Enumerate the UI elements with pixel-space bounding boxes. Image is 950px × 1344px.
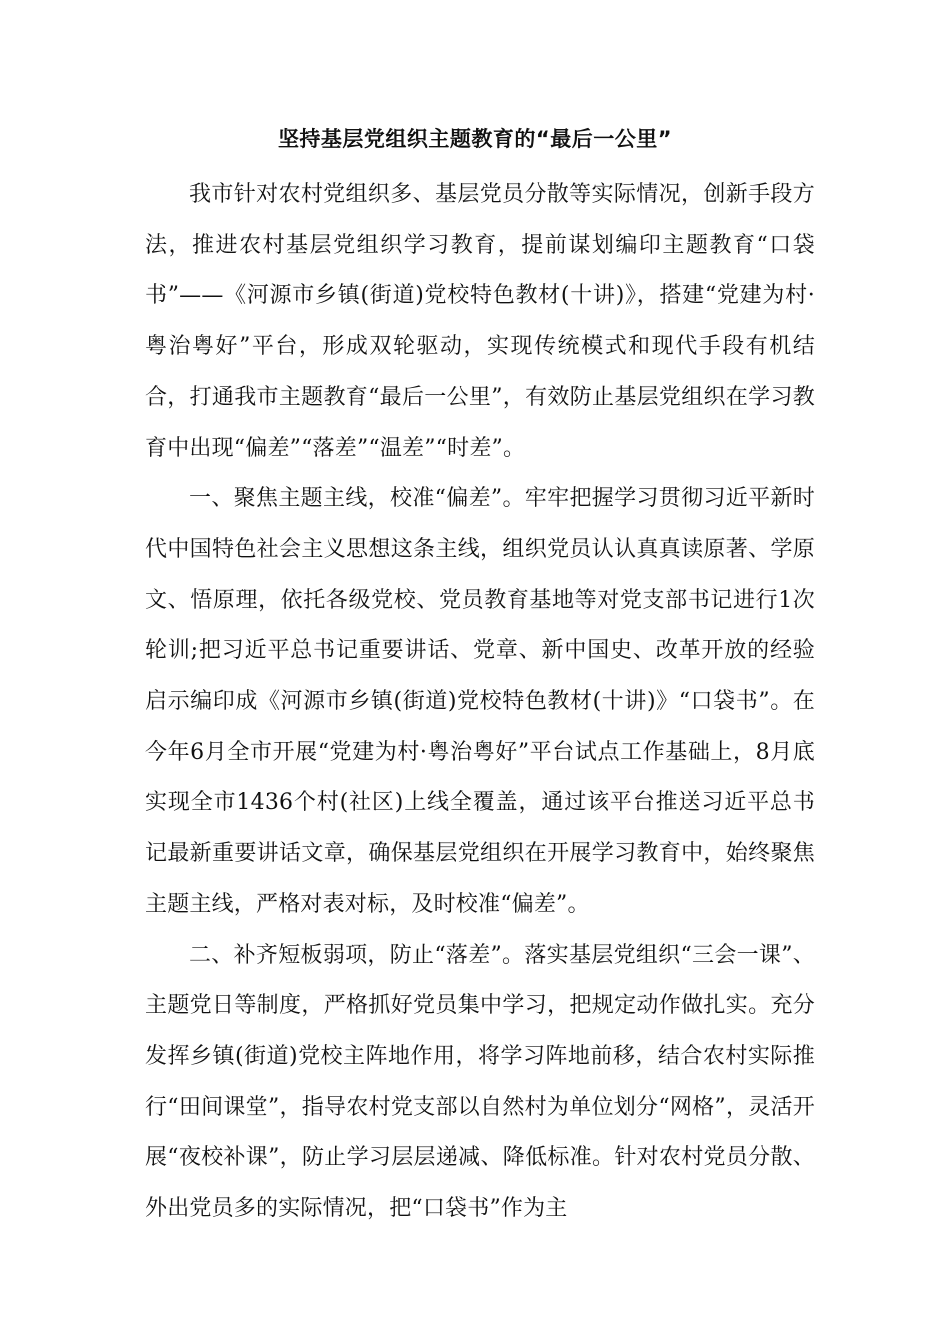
- paragraph-section-one: 一、聚焦主题主线，校准“偏差”。牢牢把握学习贯彻习近平新时代中国特色社会主义思想这条主线，组织党员认认真真读原著、学原文、悟原理，依托各级党校、党员教育基地等对党支部书记进行1次轮训;把习近平总书记重要讲话、党章、新中国史、改革开放的经验启示编印成《河源市乡镇(街道)党校特色教材(十讲)》“口袋书”。在今年6月全市开展“党建为村·粤治粤好”平台试点工作基础上，8月底实现全市1436个村(社区)上线全覆盖，通过该平台推送习近平总书记最新重要讲话文章，确保基层党组织在开展学习教育中，始终聚焦主题主线，严格对表对标，及时校准“偏差”。: [145, 486, 815, 917]
- document-title: 坚持基层党组织主题教育的“最后一公里”: [277, 127, 673, 151]
- document-body: [145, 170, 815, 1235]
- paragraph-intro: 我市针对农村党组织多、基层党员分散等实际情况，创新手段方法，推进农村基层党组织学习教育，提前谋划编印主题教育“口袋书”——《河源市乡镇(街道)党校特色教材(十讲)》，搭建“党建为村·粤治粤好”平台，形成双轮驱动，实现传统模式和现代手段有机结合，打通我市主题教育“最后一公里”，有效防止基层党组织在学习教育中出现“偏差”“落差”“温差”“时差”。: [145, 182, 815, 461]
- paragraph-section-two: 二、补齐短板弱项，防止“落差”。落实基层党组织“三会一课”、主题党日等制度，严格抓好党员集中学习，把规定动作做扎实。充分发挥乡镇(街道)党校主阵地作用，将学习阵地前移，结合农村实际推行“田间课堂”，指导农村党支部以自然村为单位划分“网格”，灵活开展“夜校补课”，防止学习层层递减、降低标准。针对农村党员分散、外出党员多的实际情况，把“口袋书”作为主: [145, 942, 815, 1222]
